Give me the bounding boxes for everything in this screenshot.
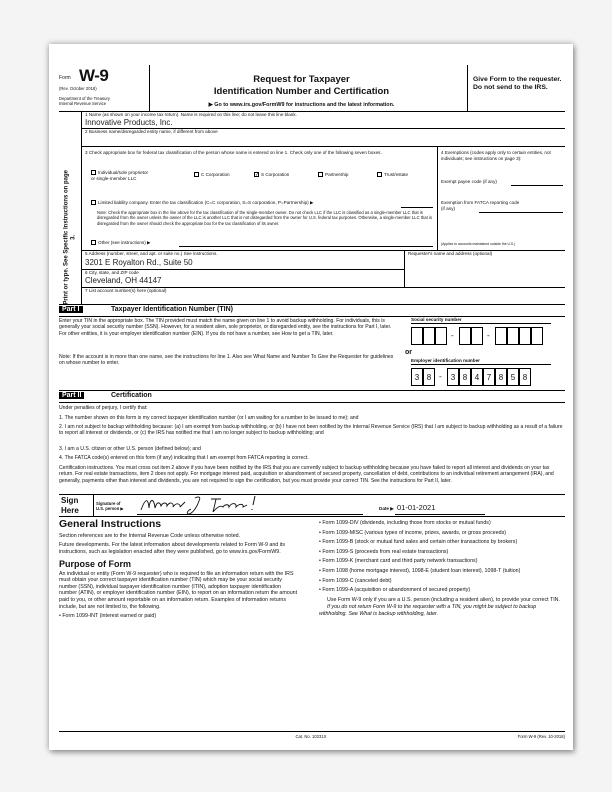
line1-name-field[interactable]: Innovative Products, Inc.: [85, 118, 173, 127]
department: Department of the Treasury: [59, 96, 110, 101]
line6-label: 6 City, state, and ZIP code: [85, 270, 139, 275]
form-revision: (Rev. October 2018): [59, 86, 97, 91]
ein-digit-box[interactable]: 8: [459, 368, 471, 386]
ein-digit-box[interactable]: 4: [471, 368, 483, 386]
ssn-dash: -: [451, 331, 454, 340]
line2-label: 2 Business name/disregarded entity name, if different from above: [85, 129, 218, 134]
line5-label: 5 Address (number, street, and apt. or suite no.) See instructions.: [85, 251, 218, 256]
form-title-line2: Identification Number and Certification: [213, 86, 390, 97]
part1-header: [59, 306, 83, 315]
option-other[interactable]: Other (see instructions) ▶: [91, 240, 431, 246]
irs-label: Internal Revenue Service: [59, 101, 107, 106]
line7-account-field[interactable]: [85, 294, 563, 302]
part2-tag: Part II: [59, 392, 84, 399]
line3-label: 3 Check appropriate box for federal tax classification of the person whose name is entered on line 1. Check only one of the following seven boxes.: [85, 150, 382, 155]
line4-label: 4 Exemptions (codes apply only to certain entities, not individuals; see instructions on page 3):: [441, 150, 551, 161]
certification-item: 3. I am a U.S. citizen or other U.S. person (defined below); and: [59, 446, 201, 452]
option-individual[interactable]: Individual/sole proprietor or single-member LLC: [91, 170, 149, 181]
line1-label: 1 Name (as shown on your income tax return). Name is required on this line; do not leave this line blank.: [85, 112, 297, 117]
certification-item: 2. I am not subject to backup withholding because: (a) I am exempt from backup withholding, or (b) I have not been notified by the Internal Revenue Service (IRS) that I am subject to backup withholding as a result of a failure to report all interest or dividends, or (c) the IRS has notified me that I am no longer subject to backup withholding; and: [59, 424, 563, 437]
gi-italic-note: If you do not return Form W-9 to the requester with a TIN, you might be subject to backup withholding. See What is backup withholding, later.: [319, 604, 537, 618]
ssn-digit-box[interactable]: [531, 327, 543, 345]
option-partnership[interactable]: Partnership: [318, 172, 349, 178]
footer-form-label: Form W-9 (Rev. 10-2018): [517, 734, 565, 739]
or-label: or: [405, 349, 412, 356]
gi-bullet: • Form 1099-K (merchant card and third party network transactions): [319, 558, 478, 565]
exempt-payee-label: Exempt payee code (if any): [441, 179, 497, 184]
llc-note: Note: Check the appropriate box in the line above for the tax classification of the single-member owner. Do not check LLC if the LLC is classified as a single-member LLC that is disregarded from the owner unless the owner of the LLC is another LLC that is not disregarded from the owner for U.S. federal tax purposes. Otherwise, a single-member LLC that is disregarded from the owner should check the appropriate box for the tax classification of its owner.: [97, 210, 432, 226]
part1-note: Note: If the account is in more than one name, see the instructions for line 1. Also see What Name and Number To Give the Requester for guidelines on whose number to enter.: [59, 354, 394, 367]
certification-intro: Under penalties of perjury, I certify that:: [59, 405, 148, 411]
checkbox-c-corp[interactable]: [194, 172, 199, 177]
signature-label-2: U.S. person ▶: [96, 506, 124, 511]
gi-bullet: • Form 1099-A (acquisition or abandonment of secured property): [319, 587, 471, 594]
checkbox-s-corp[interactable]: ✓: [255, 172, 260, 179]
part1-title: Taxpayer Identification Number (TIN): [111, 306, 233, 313]
line7-label: 7 List account number(s) here (optional): [85, 288, 167, 293]
ssn-digit-box[interactable]: [519, 327, 531, 345]
line5-address-field[interactable]: 3201 E Royalton Rd., Suite 50: [85, 258, 193, 267]
ssn-digit-box[interactable]: [423, 327, 435, 345]
line6-city-field[interactable]: Cleveland, OH 44147: [85, 276, 162, 285]
gi-bullet: • Form 1099-B (stock or mutual fund sales and certain other transactions by brokers): [319, 539, 518, 546]
here-label: Here: [61, 506, 79, 515]
signature-image[interactable]: [137, 493, 277, 515]
ssn-dash: -: [487, 331, 490, 340]
part1-tag: Part I: [59, 306, 83, 313]
w9-form-page: [49, 44, 573, 750]
part2-title: Certification: [111, 392, 152, 399]
ein-digit-box[interactable]: 3: [447, 368, 459, 386]
checkbox-other[interactable]: [91, 240, 96, 245]
sign-label: Sign: [61, 496, 79, 505]
checkbox-individual[interactable]: [91, 170, 96, 175]
gi-bullet: • Form 1098 (home mortgage interest), 1098-E (student loan interest), 1098-T (tuition): [319, 568, 521, 575]
ssn-digit-box[interactable]: [411, 327, 423, 345]
ssn-digit-box[interactable]: [495, 327, 507, 345]
gi-paragraph: Section references are to the Internal Revenue Code unless otherwise noted.: [59, 532, 241, 539]
option-llc[interactable]: Limited liability company. Enter the tax classification (C=C corporation, S=S corporation, P=Partnership) ▶: [91, 200, 431, 206]
ein-digit-box[interactable]: 8: [519, 368, 531, 386]
gi-bullet: • Form 1099-INT (interest earned or paid): [59, 613, 157, 620]
part2-header: [59, 392, 84, 401]
ein-dash: -: [439, 372, 442, 381]
option-c-corp[interactable]: C Corporation: [194, 172, 230, 178]
purpose-heading: Purpose of Form: [59, 558, 132, 569]
signature-label: Signature of: [96, 501, 121, 506]
applies-note: (Applies to accounts maintained outside the U.S.): [441, 242, 516, 246]
ssn-digit-box[interactable]: [459, 327, 471, 345]
form-title-line1: Request for Taxpayer: [253, 74, 350, 85]
cat-number: Cat. No. 10231X: [295, 734, 327, 739]
checkbox-trust-estate[interactable]: [377, 172, 382, 177]
ein-digit-box[interactable]: 5: [507, 368, 519, 386]
ssn-digit-box[interactable]: [435, 327, 447, 345]
date-label: Date ▶: [379, 506, 394, 511]
ssn-digit-box[interactable]: [471, 327, 483, 345]
general-instructions-right: [319, 520, 565, 621]
general-instructions-left: [59, 518, 299, 623]
ein-digit-box[interactable]: 8: [423, 368, 435, 386]
certification-item: 1. The number shown on this form is my correct taxpayer identification number (or I am waiting for a number to be issued to me); and: [59, 415, 359, 421]
part1-text: Enter your TIN in the appropriate box. The TIN provided must match the name given on line 1 to avoid backup withholding. For individuals, this is generally your social security number (SSN). However, for a resident alien, sole proprietor, or disregarded entity, see the instructions for Part I, later. For other entities, it is your employer identification number (EIN). If you do not have a number, see How to get a TIN, later.: [59, 318, 392, 337]
ein-digit-box[interactable]: 7: [483, 368, 495, 386]
ssn-digit-box[interactable]: [507, 327, 519, 345]
gi-paragraph: Future developments. For the latest information about developments related to Form W-9 and its instructions, such as legislation enacted after they were published, go to www.irs.gov/FormW9.: [59, 542, 286, 556]
certification-instructions: Certification instructions. You must cross out item 2 above if you have been notified by the IRS that you are currently subject to backup withholding because you have failed to report all interest and dividends on your tax return. For real estate transactions, item 2 does not apply. For mortgage interest paid, acquisition or abandonment of secured property, cancellation of debt, contributions to an individual retirement arrangement (IRA), and generally, payments other than interest and dividends, you are not required to sign the certification, but you must provide your correct TIN. See the instructions for Part II, later.: [59, 465, 554, 484]
form-number: W-9: [79, 66, 109, 85]
option-s-corp[interactable]: ✓ S Corporation: [255, 172, 290, 179]
option-trust-estate[interactable]: Trust/estate: [377, 172, 408, 178]
gi-bullet: • Form 1099-MISC (various types of income, prizes, awards, or gross proceeds): [319, 529, 507, 536]
goto-link-text: ▶ Go to www.irs.gov/FormW9 for instructions and the latest information.: [208, 102, 395, 108]
fatca-label: Exemption from FATCA reporting code (if any): [441, 200, 520, 211]
requester-label: Requester's name and address (optional): [408, 251, 493, 256]
ein-digit-box[interactable]: 3: [411, 368, 423, 386]
gi-bullet: • Form 1099-DIV (dividends, including those from stocks or mutual funds): [319, 520, 491, 526]
ssn-label: Social security number: [411, 317, 551, 324]
date-field[interactable]: 01-01-2021: [397, 503, 436, 512]
checkbox-llc[interactable]: [91, 200, 96, 205]
ein-label: Employer identification number: [411, 358, 551, 365]
gi-paragraph: An individual or entity (Form W-9 requester) who is required to file an information return with the IRS must obtain your correct taxpayer identification number (TIN) which may be your social security number (SSN), individual taxpayer identification number (ITIN), adoption taxpayer identification number (ATIN), or employer identification number (EIN), to report on an information return the amount paid to you, or other amount reportable on an information return. Examples of information returns include, but are not limited to, the following.: [59, 570, 298, 610]
form-label: Form: [59, 75, 71, 81]
gi-bullet: • Form 1099-S (proceeds from real estate transactions): [319, 548, 449, 555]
ein-digit-box[interactable]: 8: [495, 368, 507, 386]
gi-bullet: • Form 1099-C (canceled debt): [319, 577, 392, 584]
checkbox-partnership[interactable]: [318, 172, 323, 177]
certification-item: 4. The FATCA code(s) entered on this form (if any) indicating that I am exempt from FATCA reporting is correct.: [59, 455, 309, 461]
side-label: Print or type. See Specific Instructions on page 3.: [63, 169, 77, 305]
gi-use-note: Use Form W-9 only if you are a U.S. person (including a resident alien), to provide your correct TIN.: [327, 596, 560, 603]
give-form-note: Give Form to the requester. Do not send to the IRS.: [473, 76, 562, 92]
general-instructions-heading: General Instructions: [59, 518, 162, 530]
